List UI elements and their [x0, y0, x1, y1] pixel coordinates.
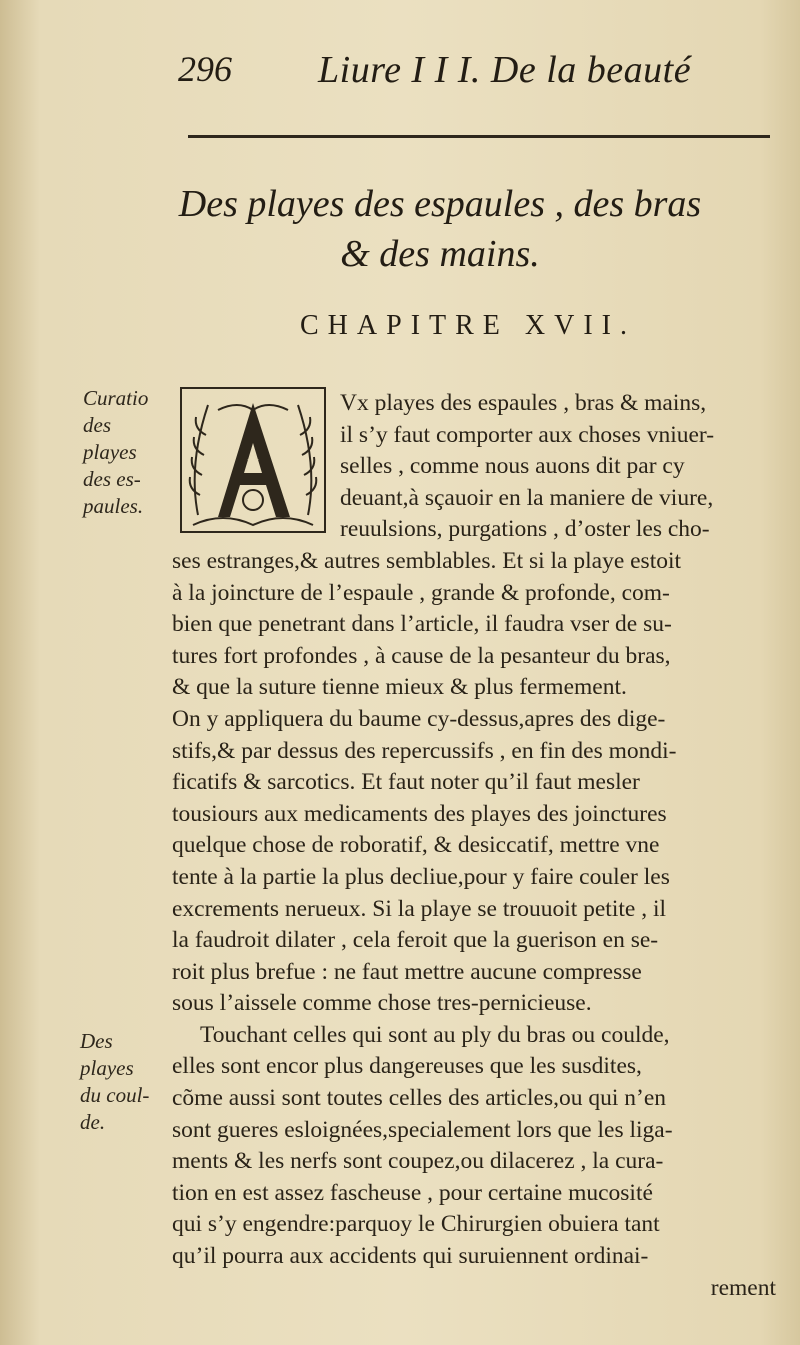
text-line: selles , comme nous auons dit par cy	[340, 453, 685, 480]
text-line: sous l’aissele comme chose tres-pernicieuse.	[172, 990, 592, 1017]
marginal-note-curatio: Curatio des playes des es- paules.	[83, 386, 149, 518]
body-text	[172, 388, 780, 1304]
text-line: sont gueres esloignées,specialement lors que les liga-	[172, 1116, 673, 1143]
text-line: il s’y faut comporter aux choses vniuer-	[340, 421, 715, 448]
text-line: tures fort profondes , à cause de la pesanteur du bras,	[172, 642, 671, 669]
text-line: tente à la partie la plus decliue,pour y faire couler les	[172, 863, 670, 890]
text-line: tousiours aux medicaments des playes des joinctures	[172, 800, 667, 827]
text-line: Touchant celles qui sont au ply du bras ou coulde,	[200, 1021, 670, 1048]
text-line: roit plus brefue : ne faut mettre aucune compresse	[172, 958, 642, 985]
text-line: cõme aussi sont toutes celles des articles,ou qui n’en	[172, 1085, 667, 1112]
text-line: quelque chose de roboratif, & desiccatif, mettre vne	[172, 832, 660, 859]
text-line: qu’il pourra aux accidents qui suruiennent ordinai-	[172, 1243, 649, 1270]
text-line: deuant,à sçauoir en la maniere de viure,	[340, 484, 714, 511]
text-line: tion en est assez fascheuse , pour certaine mucosité	[172, 1179, 653, 1206]
page-number: 296	[178, 49, 232, 89]
catchword: rement	[710, 1274, 776, 1301]
text-line: qui s’y engendre:parquoy le Chirurgien obuiera tant	[172, 1211, 660, 1238]
text-line: à la joincture de l’espaule , grande & profonde, com-	[172, 579, 670, 606]
marginal-note-coulde: Des playes du coul- de.	[80, 1029, 150, 1134]
text-line: ses estranges,& autres semblables. Et si la playe estoit	[172, 547, 682, 574]
text-line: ficatifs & sarcotics. Et faut noter qu’il faut mesler	[172, 769, 640, 796]
text-line: la faudroit dilater , cela feroit que la guerison en se-	[172, 927, 659, 954]
text-line: elles sont encor plus dangereuses que les susdites,	[172, 1053, 642, 1080]
running-head	[0, 48, 800, 98]
running-head-title: Liure I I I. De la beauté	[318, 49, 692, 91]
text-line: On y appliquera du baume cy-dessus,apres des dige-	[172, 705, 666, 732]
initial-letter: A	[247, 447, 259, 464]
text-line: bien que penetrant dans l’article, il faudra vser de su-	[172, 611, 672, 638]
text-line: Vx playes des espaules , bras & mains,	[340, 390, 707, 416]
section-title-line-1: Des playes des espaules , des bras	[178, 183, 702, 225]
text-line: stifs,& par dessus des repercussifs , en fin des mondi-	[172, 737, 677, 764]
header-rule	[188, 135, 770, 138]
chapter-heading: CHAPITRE XVII.	[300, 310, 636, 341]
text-line: ments & les nerfs sont coupez,ou dilacerez , la cura-	[172, 1148, 664, 1175]
text-line: excrements nerueux. Si la playe se trouuoit petite , il	[172, 895, 667, 922]
text-line: reuulsions, purgations , d’oster les cho-	[340, 516, 710, 543]
section-title-line-2: & des mains.	[340, 233, 540, 275]
text-line: & que la suture tienne mieux & plus fermement.	[172, 674, 627, 701]
